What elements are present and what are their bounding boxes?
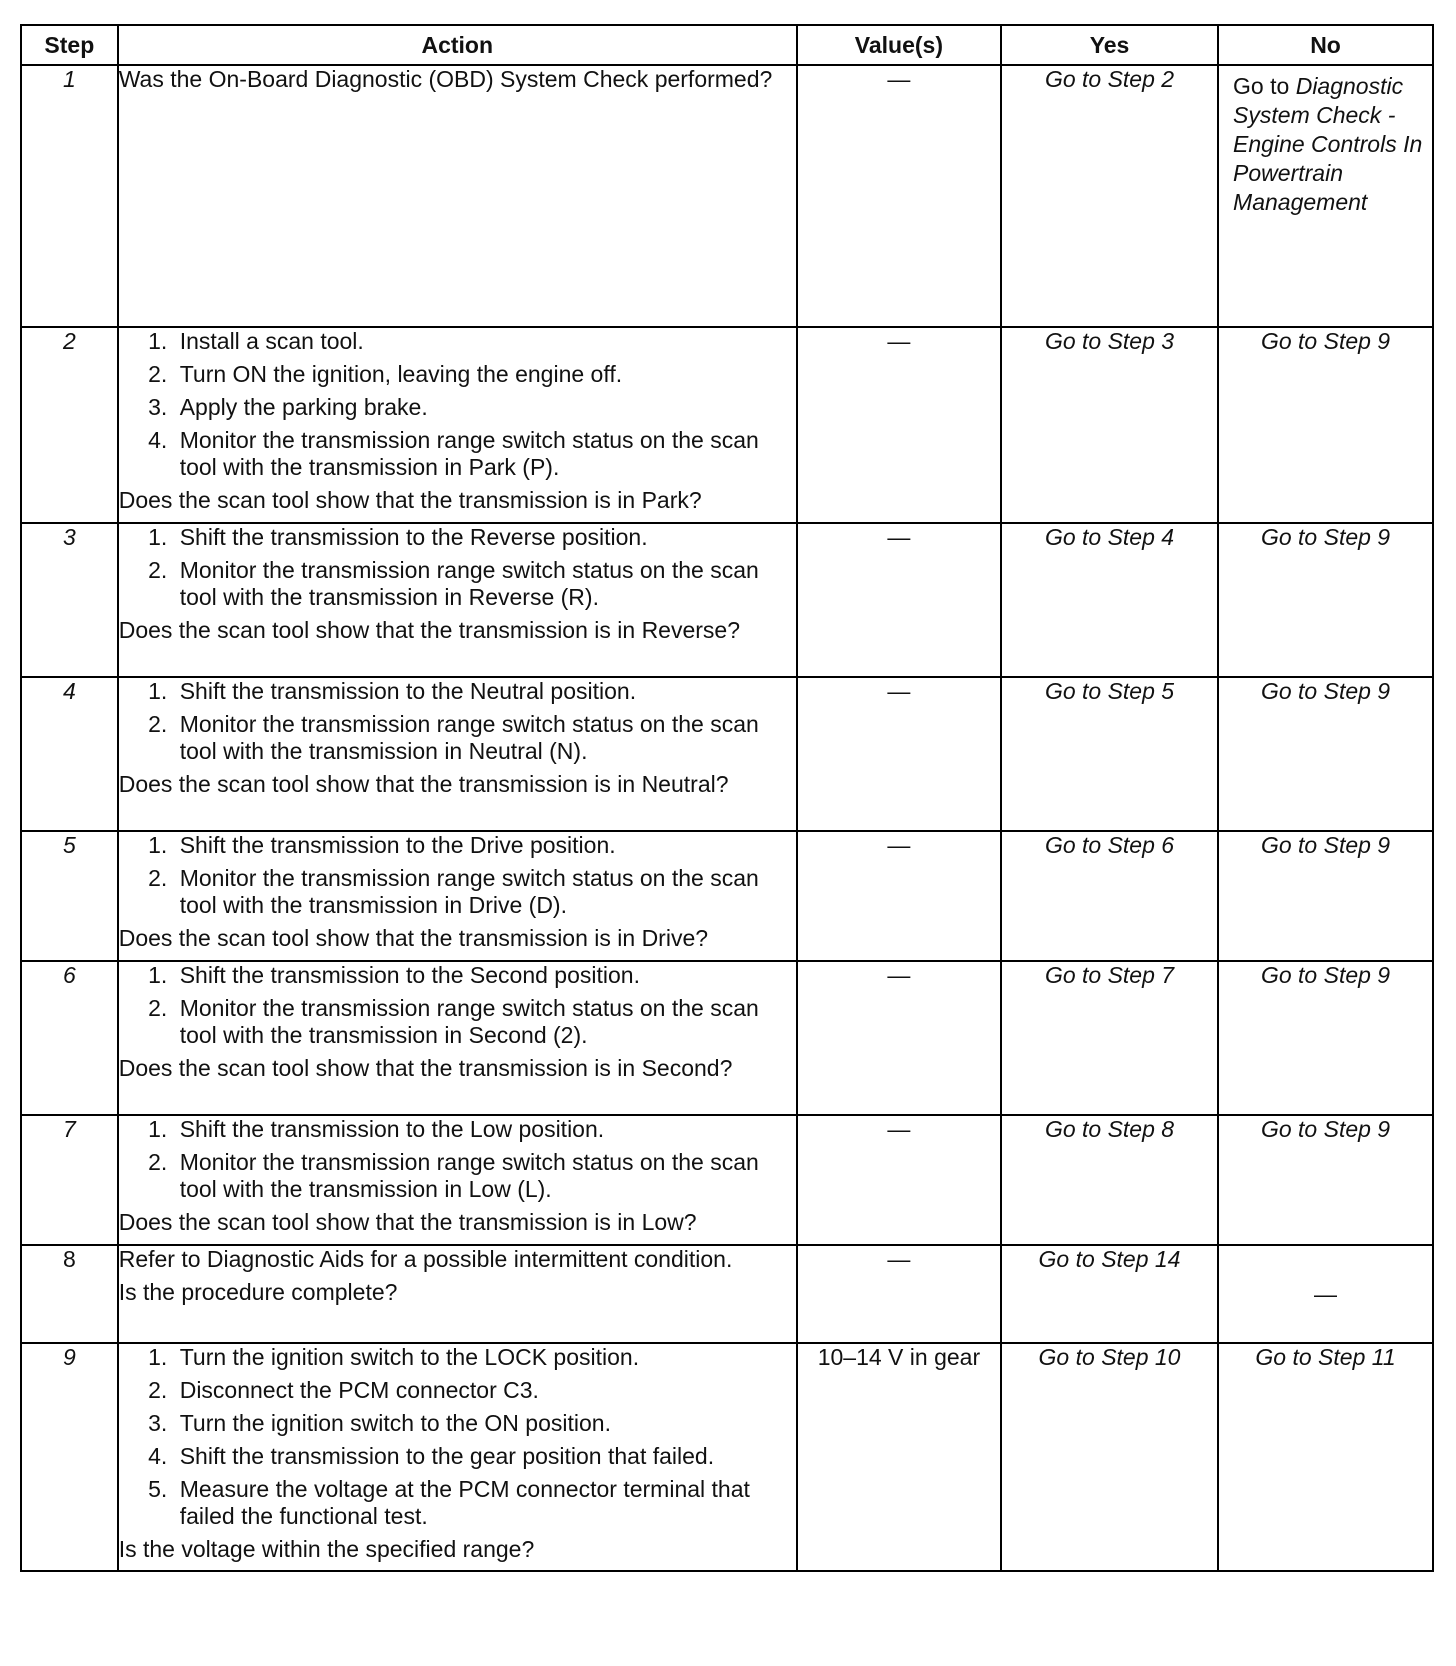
yes-cell: Go to Step 4 [1001,523,1218,677]
no-cell: Go to Step 9 [1218,327,1433,523]
step-number: 3 [21,523,118,677]
action-list [119,1116,796,1203]
yes-cell: Go to Step 3 [1001,327,1218,523]
list-item: 1. Turn the ignition switch to the LOCK position. [174,1344,796,1371]
yes-cell: Go to Step 8 [1001,1115,1218,1245]
list-item: 3. Turn the ignition switch to the ON position. [174,1410,796,1437]
list-item: 2. Monitor the transmission range switch status on the scan tool with the transmission in Drive (D). [174,865,796,919]
value-cell: — [797,65,1001,327]
no-cell: Go to Step 11 [1218,1343,1433,1571]
list-item: 3. Apply the parking brake. [174,394,796,421]
step-number: 8 [21,1245,118,1343]
step-number: 7 [21,1115,118,1245]
table-row [21,1115,1433,1245]
step-number: 5 [21,831,118,961]
list-item: 4. Shift the transmission to the gear position that failed. [174,1443,796,1470]
yes-cell: Go to Step 2 [1001,65,1218,327]
list-item: 1. Shift the transmission to the Reverse position. [174,524,796,551]
list-item: 1. Shift the transmission to the Low position. [174,1116,796,1143]
value-cell: — [797,523,1001,677]
step-instruction: Refer to Diagnostic Aids for a possible intermittent condition. [118,1246,733,1272]
list-item: 4. Monitor the transmission range switch status on the scan tool with the transmission in Park (P). [174,427,796,481]
step-question: Does the scan tool show that the transmission is in Drive? [118,925,709,951]
diagnostic-table [20,24,1434,1572]
action-cell [118,65,797,327]
list-item: 2. Monitor the transmission range switch status on the scan tool with the transmission in Low (L). [174,1149,796,1203]
no-prefix: Go to [1233,73,1296,99]
yes-cell: Go to Step 5 [1001,677,1218,831]
step-question: Does the scan tool show that the transmission is in Park? [118,487,702,513]
list-item: 1. Shift the transmission to the Drive position. [174,832,796,859]
yes-cell: Go to Step 7 [1001,961,1218,1115]
header-action: Action [118,25,797,65]
table-row [21,831,1433,961]
table-row [21,65,1433,327]
no-cell: Go to Step 9 [1218,523,1433,677]
step-question: Is the voltage within the specified range? [118,1536,535,1562]
value-cell: — [797,831,1001,961]
no-cell [1218,65,1433,327]
action-cell [118,327,797,523]
yes-cell: Go to Step 10 [1001,1343,1218,1571]
step-number: 4 [21,677,118,831]
step-question: Does the scan tool show that the transmission is in Second? [118,1055,733,1081]
list-item: 2. Monitor the transmission range switch status on the scan tool with the transmission in Reverse (R). [174,557,796,611]
action-cell [118,677,797,831]
value-cell: — [797,1245,1001,1343]
action-list [119,1344,796,1530]
action-cell [118,831,797,961]
header-yes: Yes [1001,25,1218,65]
action-list [119,678,796,765]
table-row [21,523,1433,677]
action-list [119,328,796,481]
no-cell: — [1218,1245,1433,1343]
table-row [21,677,1433,831]
value-cell: 10–14 V in gear [797,1343,1001,1571]
action-cell [118,1245,797,1343]
table-row [21,1343,1433,1571]
value-cell: — [797,961,1001,1115]
value-cell: — [797,327,1001,523]
list-item: 2. Disconnect the PCM connector C3. [174,1377,796,1404]
list-item: 1. Shift the transmission to the Second position. [174,962,796,989]
action-cell [118,1115,797,1245]
header-no: No [1218,25,1433,65]
table-row [21,327,1433,523]
header-step: Step [21,25,118,65]
step-question: Is the procedure complete? [118,1279,398,1305]
list-item: 2. Monitor the transmission range switch status on the scan tool with the transmission in Second (2). [174,995,796,1049]
yes-cell: Go to Step 14 [1001,1245,1218,1343]
step-question: Does the scan tool show that the transmission is in Low? [118,1209,697,1235]
list-item: 5. Measure the voltage at the PCM connector terminal that failed the functional test. [174,1476,796,1530]
action-list [119,524,796,611]
action-list [119,962,796,1049]
step-number: 6 [21,961,118,1115]
action-cell [118,523,797,677]
action-cell [118,961,797,1115]
list-item: 2. Monitor the transmission range switch status on the scan tool with the transmission in Neutral (N). [174,711,796,765]
step-number: 9 [21,1343,118,1571]
yes-cell: Go to Step 6 [1001,831,1218,961]
no-cell: Go to Step 9 [1218,1115,1433,1245]
header-values: Value(s) [797,25,1001,65]
value-cell: — [797,1115,1001,1245]
header-row [21,25,1433,65]
step-number: 2 [21,327,118,523]
step-question: Does the scan tool show that the transmission is in Neutral? [118,771,729,797]
table-row [21,961,1433,1115]
no-reference: Diagnostic System Check - Engine Controls In Powertrain Management [1233,73,1423,215]
action-cell [118,1343,797,1571]
list-item: 1. Install a scan tool. [174,328,796,355]
step-question: Does the scan tool show that the transmission is in Reverse? [118,617,741,643]
step-question: Was the On-Board Diagnostic (OBD) System Check performed? [118,66,773,92]
step-number: 1 [21,65,118,327]
list-item: 1. Shift the transmission to the Neutral position. [174,678,796,705]
no-cell: Go to Step 9 [1218,677,1433,831]
table-row [21,1245,1433,1343]
action-list [119,832,796,919]
value-cell: — [797,677,1001,831]
no-cell: Go to Step 9 [1218,831,1433,961]
no-cell: Go to Step 9 [1218,961,1433,1115]
list-item: 2. Turn ON the ignition, leaving the engine off. [174,361,796,388]
